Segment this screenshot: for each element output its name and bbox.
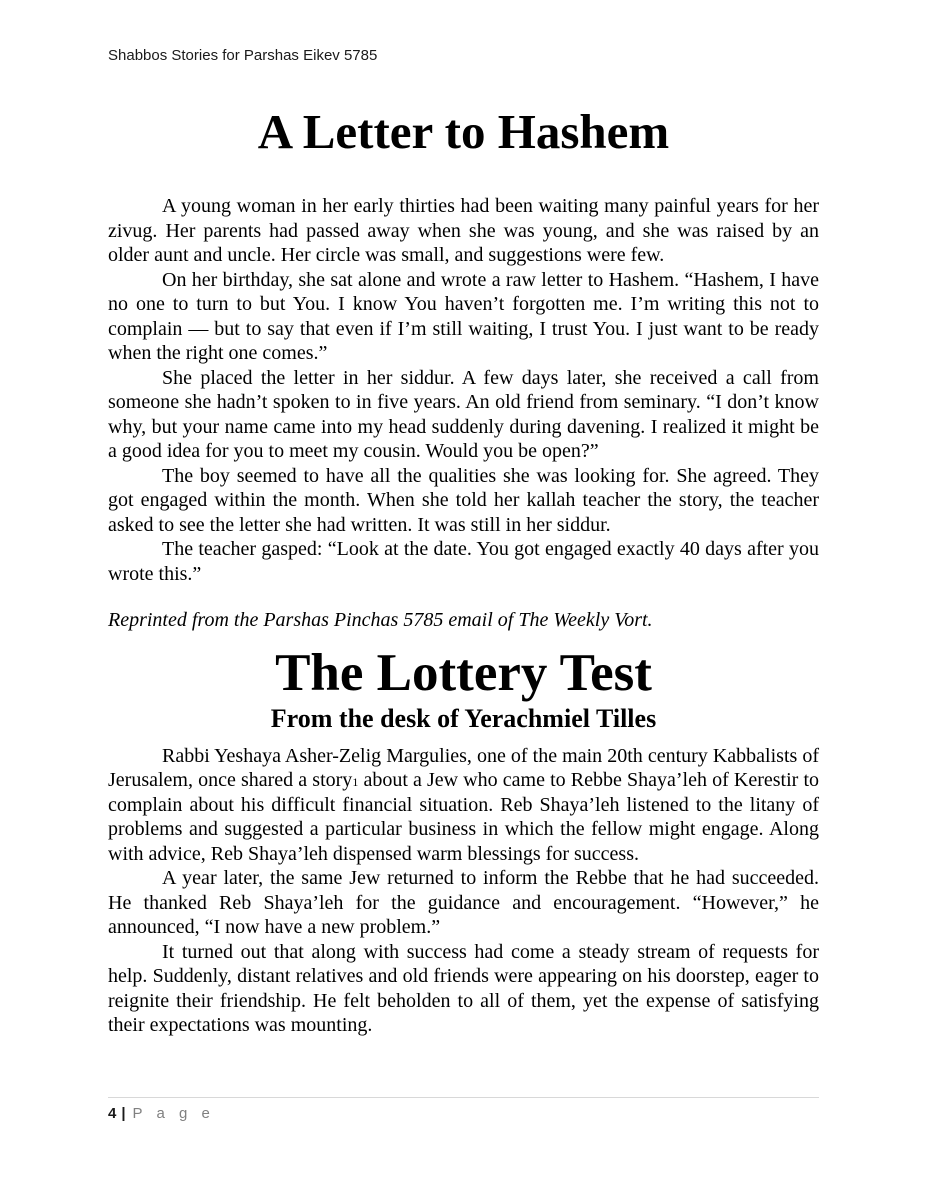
page-header: Shabbos Stories for Parshas Eikev 5785 <box>108 47 378 64</box>
story2-paragraph <box>108 744 819 867</box>
story2-subtitle: From the desk of Yerachmiel Tilles <box>270 703 657 733</box>
footer-page-label: P a g e <box>132 1105 215 1122</box>
footer-page-number: 4 <box>108 1105 117 1122</box>
story1-paragraph: She placed the letter in her siddur. A few days later, she received a call from someone she hadn’t spoken to in five years. An old friend from seminary. “I don’t know why, but your name came into my head suddenly during davening. I realized it might be a good idea for you to meet my cousin. Would you be open?” <box>108 366 819 463</box>
story1-title: A Letter to Hashem <box>257 104 670 159</box>
story2-paragraph: It turned out that along with success had come a steady stream of requests for help. Suddenly, distant relatives and old friends were appearing on his doorstep, eager to reignite their friendship. He felt beholden to all of them, yet the expense of satisfying their expectations was mounting. <box>108 940 819 1037</box>
story1-paragraph: On her birthday, she sat alone and wrote a raw letter to Hashem. “Hashem, I have no one to turn to but You. I know You haven’t forgotten me. I’m writing this not to complain — but to say that even if I’m still waiting, I trust You. I just want to be ready when the right one comes.” <box>108 268 819 365</box>
story2-title: The Lottery Test <box>275 643 652 702</box>
page-footer <box>108 1097 819 1123</box>
story1-paragraph: The boy seemed to have all the qualities she was looking for. She agreed. They got engaged within the month. When she told her kallah teacher the story, the teacher asked to see the letter she had written. It was still in her siddur. <box>108 464 819 536</box>
story1-attribution: Reprinted from the Parshas Pinchas 5785 email of The Weekly Vort. <box>108 609 653 632</box>
story2-paragraph-text-post: about a Jew who came to Rebbe Shaya’leh of Kerestir to complain about his difficult financial situation. Reb Shaya’leh listened to the litany of problems and suggested a particular business in which the fellow might engage. Along with advice, Reb Shaya’leh dispensed warm blessings for success. <box>108 769 819 865</box>
footer-separator-bar: | <box>121 1105 126 1122</box>
story1-paragraph: The teacher gasped: “Look at the date. You got engaged exactly 40 days after you wrote this.” <box>108 538 819 585</box>
document-body <box>108 0 819 1038</box>
footnote-reference: 1 <box>352 775 359 790</box>
story2-paragraph-text-pre: Rabbi Yeshaya Asher-Zelig Margulies, one of the main 20th century Kabbalists of Jerusalem, once shared a story <box>108 744 819 792</box>
story2-paragraph: A year later, the same Jew returned to inform the Rebbe that he had succeeded. He thanked Reb Shaya’leh for the guidance and encouragement. “However,” he announced, “I now have a new problem.” <box>108 867 819 939</box>
story1-paragraph: A young woman in her early thirties had been waiting many painful years for her zivug. Her parents had passed away when she was young, and she was raised by an older aunt and uncle. Her circle was small, and suggestions were few. <box>108 195 819 267</box>
